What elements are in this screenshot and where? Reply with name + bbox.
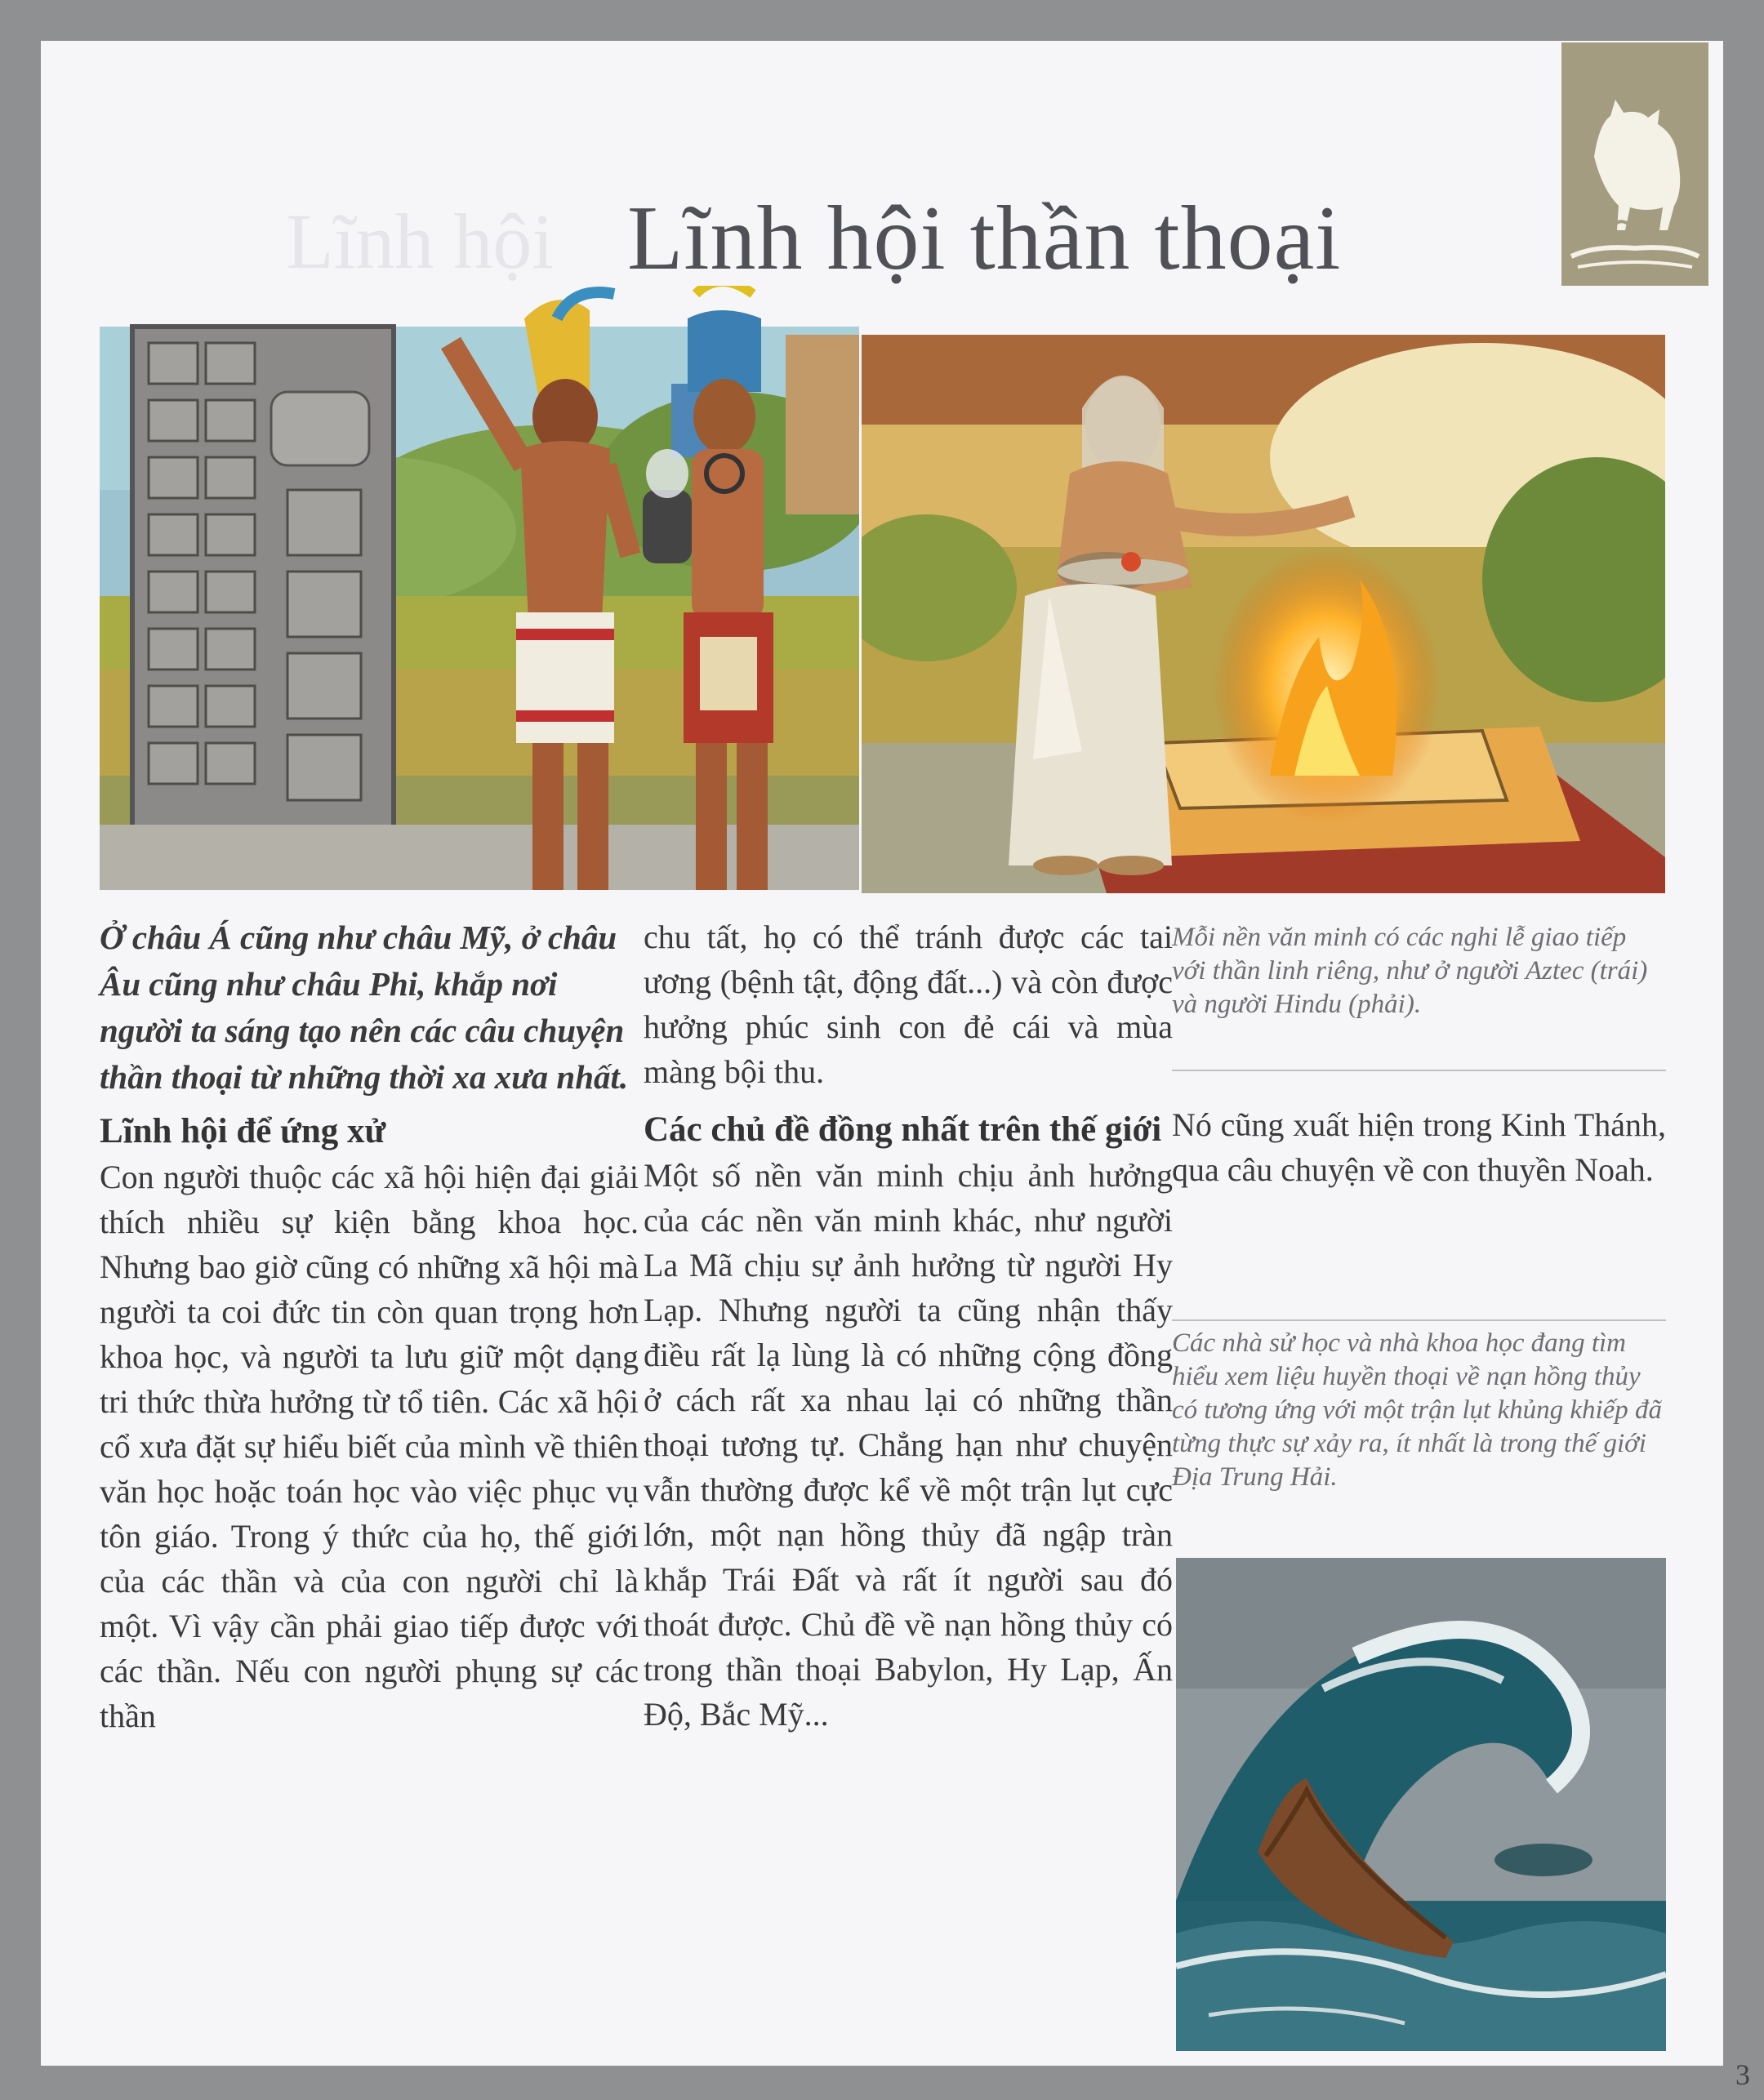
- intro-lead: Ở châu Á cũng như châu Mỹ, ở châu Âu cũng như châu Phi, khắp nơi người ta sáng tạo nên các câu chuyện thần thoại từ những thời xa xưa nhất.: [100, 919, 629, 1096]
- aztec-ritual-illustration: [100, 286, 859, 890]
- caption-flood: Các nhà sử học và nhà khoa học đang tìm hiểu xem liệu huyền thoại về nạn hồng thủy có tương ứng với một trận lụt khủng khiếp đã từng thực sự xảy ra, ít nhất là trong thế giới Địa Trung Hải.: [1172, 1328, 1663, 1492]
- book-page: [41, 41, 1750, 2091]
- she-wolf-icon: [1561, 42, 1708, 286]
- emblem-panel: [1561, 42, 1708, 286]
- column-3-caption: [1172, 1327, 1666, 1494]
- flood-ark-illustration: [1176, 1558, 1666, 2051]
- column-2-body: Một số nền văn minh chịu ảnh hưởng của các nền văn minh khác, như người La Mã chịu sự ảnh hưởng từ người Hy Lạp. Nhưng người ta cũng nhận thấy điều rất lạ lùng là có những cộng đồng ở cách rất xa nhau lại có những thần thoại tương tự. Chẳng hạn như chuyện vẫn thường được kể về một trận lụt cực lớn, một nạn hồng thủy đã ngập tràn khắp Trái Đất và rất ít người sau đó thoát được. Chủ đề về nạn hồng thủy có trong thần thoại Babylon, Hy Lạp, Ấn Độ, Bắc Mỹ...: [644, 1157, 1173, 1733]
- column-2-continuation: chu tất, họ có thể tránh được các tai ương (bệnh tật, động đất...) và còn được hưởng phúc sinh con đẻ cái và mùa màng bội thu.: [644, 919, 1173, 1090]
- page-title: Lĩnh hội thần thoại: [627, 188, 1342, 289]
- column-3-text: [1172, 1102, 1666, 1192]
- page-number: 3: [1735, 2058, 1750, 2091]
- column-1: [100, 914, 639, 1738]
- hindu-offering-illustration: [862, 335, 1665, 893]
- section-heading-1: Lĩnh hội để ứng xử: [100, 1112, 386, 1150]
- column-3-body: Nó cũng xuất hiện trong Kinh Thánh, qua câu chuyện về con thuyền Noah.: [1172, 1106, 1666, 1188]
- section-heading-2: Các chủ đề đồng nhất trên thế giới: [644, 1110, 1162, 1149]
- column-1-body: Con người thuộc các xã hội hiện đại giải thích nhiều sự kiện bằng khoa học. Nhưng bao giờ cũng có những xã hội mà người ta coi đức tin còn quan trọng hơn khoa học, và người ta lưu giữ một dạng tri thức thừa hưởng từ tổ tiên. Các xã hội cổ xưa đặt sự hiểu biết của mình về thiên văn học hoặc toán học vào việc phục vụ tôn giáo. Trong ý thức của họ, thế giới của các thần và của con người chỉ là một. Vì vậy cần phải giao tiếp được với các thần. Nếu con người phụng sự các thần: [100, 1159, 639, 1734]
- divider-top: [1172, 1070, 1666, 1071]
- column-2: [644, 914, 1173, 1737]
- caption-rituals: Mỗi nền văn minh có các nghi lễ giao tiếp với thần linh riêng, như ở người Aztec (trái) và người Hindu (phải).: [1172, 923, 1648, 1019]
- ghost-title: Lĩnh hội: [286, 198, 554, 285]
- divider-bottom: [1172, 1319, 1666, 1321]
- column-3: [1172, 921, 1662, 1021]
